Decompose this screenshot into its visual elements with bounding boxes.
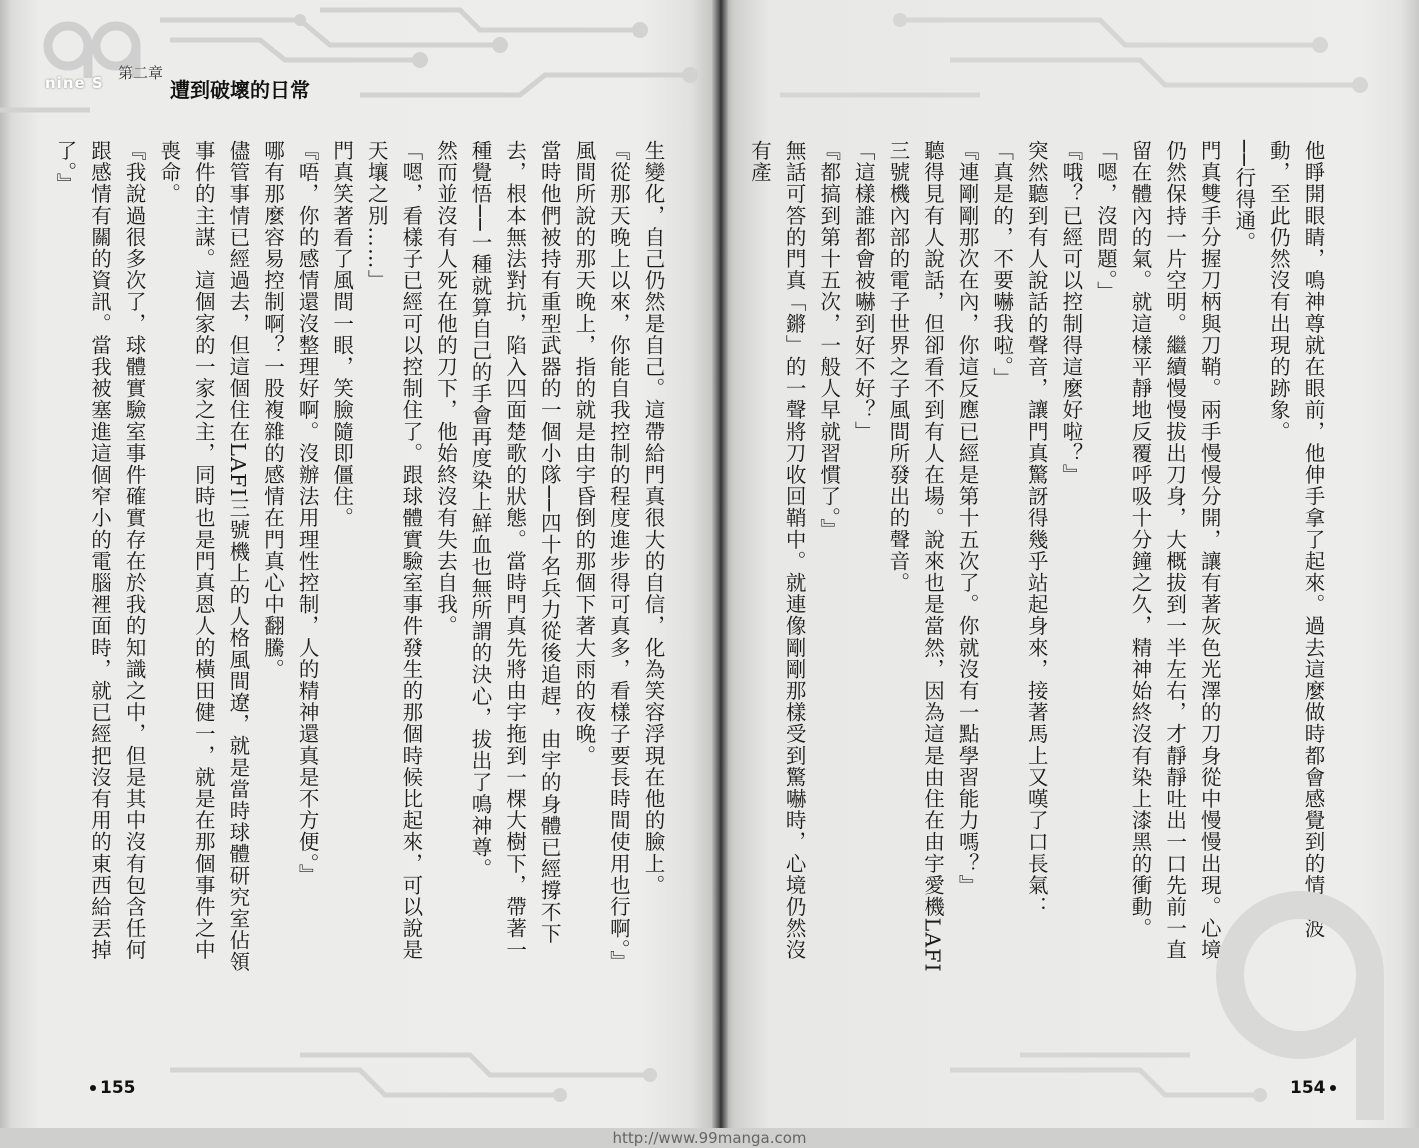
paragraph: 當時他們被持有重型武器的一個小隊──四十名兵力從後追趕，由宇的身體已經撐不下去，根本無法對抗，陷入四面楚歌的狀態。當時門真先將由宇拖到一棵大樹下，帶著一種覺悟──一種就算自己的手會再度染上鮮血也無所謂的決心，拔出了鳴神尊。: [468, 140, 562, 961]
paragraph: 風間所說的那天晚上，指的就是由宇昏倒的那個下著大雨的夜晚。: [571, 140, 596, 767]
paragraph: 「嗯，看樣子已經可以控制住了。跟球體實驗室事件發生的那個時候比起來，可以說是天壤之別……」: [364, 140, 423, 961]
paragraph: ──行得通。: [1231, 140, 1256, 254]
paragraph: 「嗯，沒問題。」: [1093, 140, 1118, 303]
paragraph: 然而並沒有人死在他的刀下，他始終沒有失去自我。: [433, 140, 458, 637]
paragraph: 門真笑著看了風間一眼，笑臉隨即僵住。: [329, 140, 354, 529]
paragraph: 『哦？已經可以控制得這麼好啦？』: [1058, 140, 1083, 486]
paragraph: 哪有那麼容易控制啊？一股複雜的感情在門真心中翻騰。: [260, 140, 285, 680]
paragraph: 突然聽到有人說話的聲音，讓門真驚訝得幾乎站起身來，接著馬上又嘆了口長氣：: [1024, 140, 1049, 918]
paragraph: 『唔，你的感情還沒整理好啊。沒辦法用理性控制，人的精神還真是不方便。』: [295, 140, 320, 886]
paragraph: 他睜開眼睛，鳴神尊就在眼前，他伸手拿了起來。過去這麼做時都會感覺到的情緒波動，至此仍然沒有出現的跡象。: [1266, 140, 1325, 940]
page-number-marker-icon: [90, 1085, 96, 1091]
book-spine: [712, 0, 728, 1148]
paragraph: 生變化，自己仍然是自己。這帶給門真很大的自信，化為笑容浮現在他的臉上。: [641, 140, 665, 896]
paragraph: 「真是的，不要嚇我啦。」: [989, 140, 1014, 389]
paragraph: 聽得見有人說話，但卻看不到有人在場。說來也是當然，因為這是由住在由宇愛機LAFI三號機內部的電子世界之子風間所發出的聲音。: [885, 140, 945, 973]
circuit-decoration-top-right: [720, 0, 1419, 130]
paragraph: 門真雙手分握刀柄與刀鞘。兩手慢慢分開，讓有著灰色光澤的刀身從中慢慢出現。心境仍然保持一片空明。繼續慢慢拔出刀身，大概拔到一半左右，才靜靜吐出一口先前一直留在體內的氣。就這樣平靜地反覆呼吸十分鐘之久，精神始終沒有染上漆黑的衝動。: [1128, 140, 1222, 961]
paragraph: 『我說過很多次了，球體實驗室事件確實存在於我的知識之中，但是其中沒有包含任何跟感情有關的資訊。當我被塞進這個窄小的電腦裡面時，就已經把沒有用的東西給丟掉了。』: [52, 140, 147, 961]
paragraph: 『從那天晚上以來，你能自我控制的程度進步得可真多，看樣子要長時間使用也行啊。』: [606, 140, 631, 973]
right-page-body: [747, 140, 1330, 980]
chapter-title: 遭到破壞的日常: [170, 78, 310, 102]
page-number-left: 155: [100, 1078, 136, 1098]
paragraph: 『都搞到第十五次，一般人早就習慣了。』: [816, 140, 841, 541]
source-url: http://www.99manga.com: [612, 1129, 807, 1147]
page-number-right: 154: [1290, 1078, 1326, 1098]
paragraph: 『連剛剛那次在內，你這反應已經是第十五次了。你就沒有一點學習能力嗎？』: [955, 140, 980, 896]
paragraph: 無話可答的門真「鏘」的一聲將刀收回鞘中。就連像剛剛那樣受到驚嚇時，心境仍然沒有產: [747, 140, 807, 961]
left-page-body: [52, 140, 670, 980]
chapter-label: 第二章: [118, 64, 164, 82]
paragraph: 儘管事情已經過去，但這個住在LAFI三號機上的人格風間遼，就是當時球體研究室佔領事件的主謀。這個家的一家之主，同時也是門真恩人的橫田健一，就是在那個事件之中喪命。: [156, 140, 250, 973]
nine-watermark-icon: [1190, 880, 1419, 1120]
paragraph: 「這樣誰都會被嚇到好不好？」: [851, 140, 876, 443]
logo-text: nine S: [45, 74, 104, 92]
